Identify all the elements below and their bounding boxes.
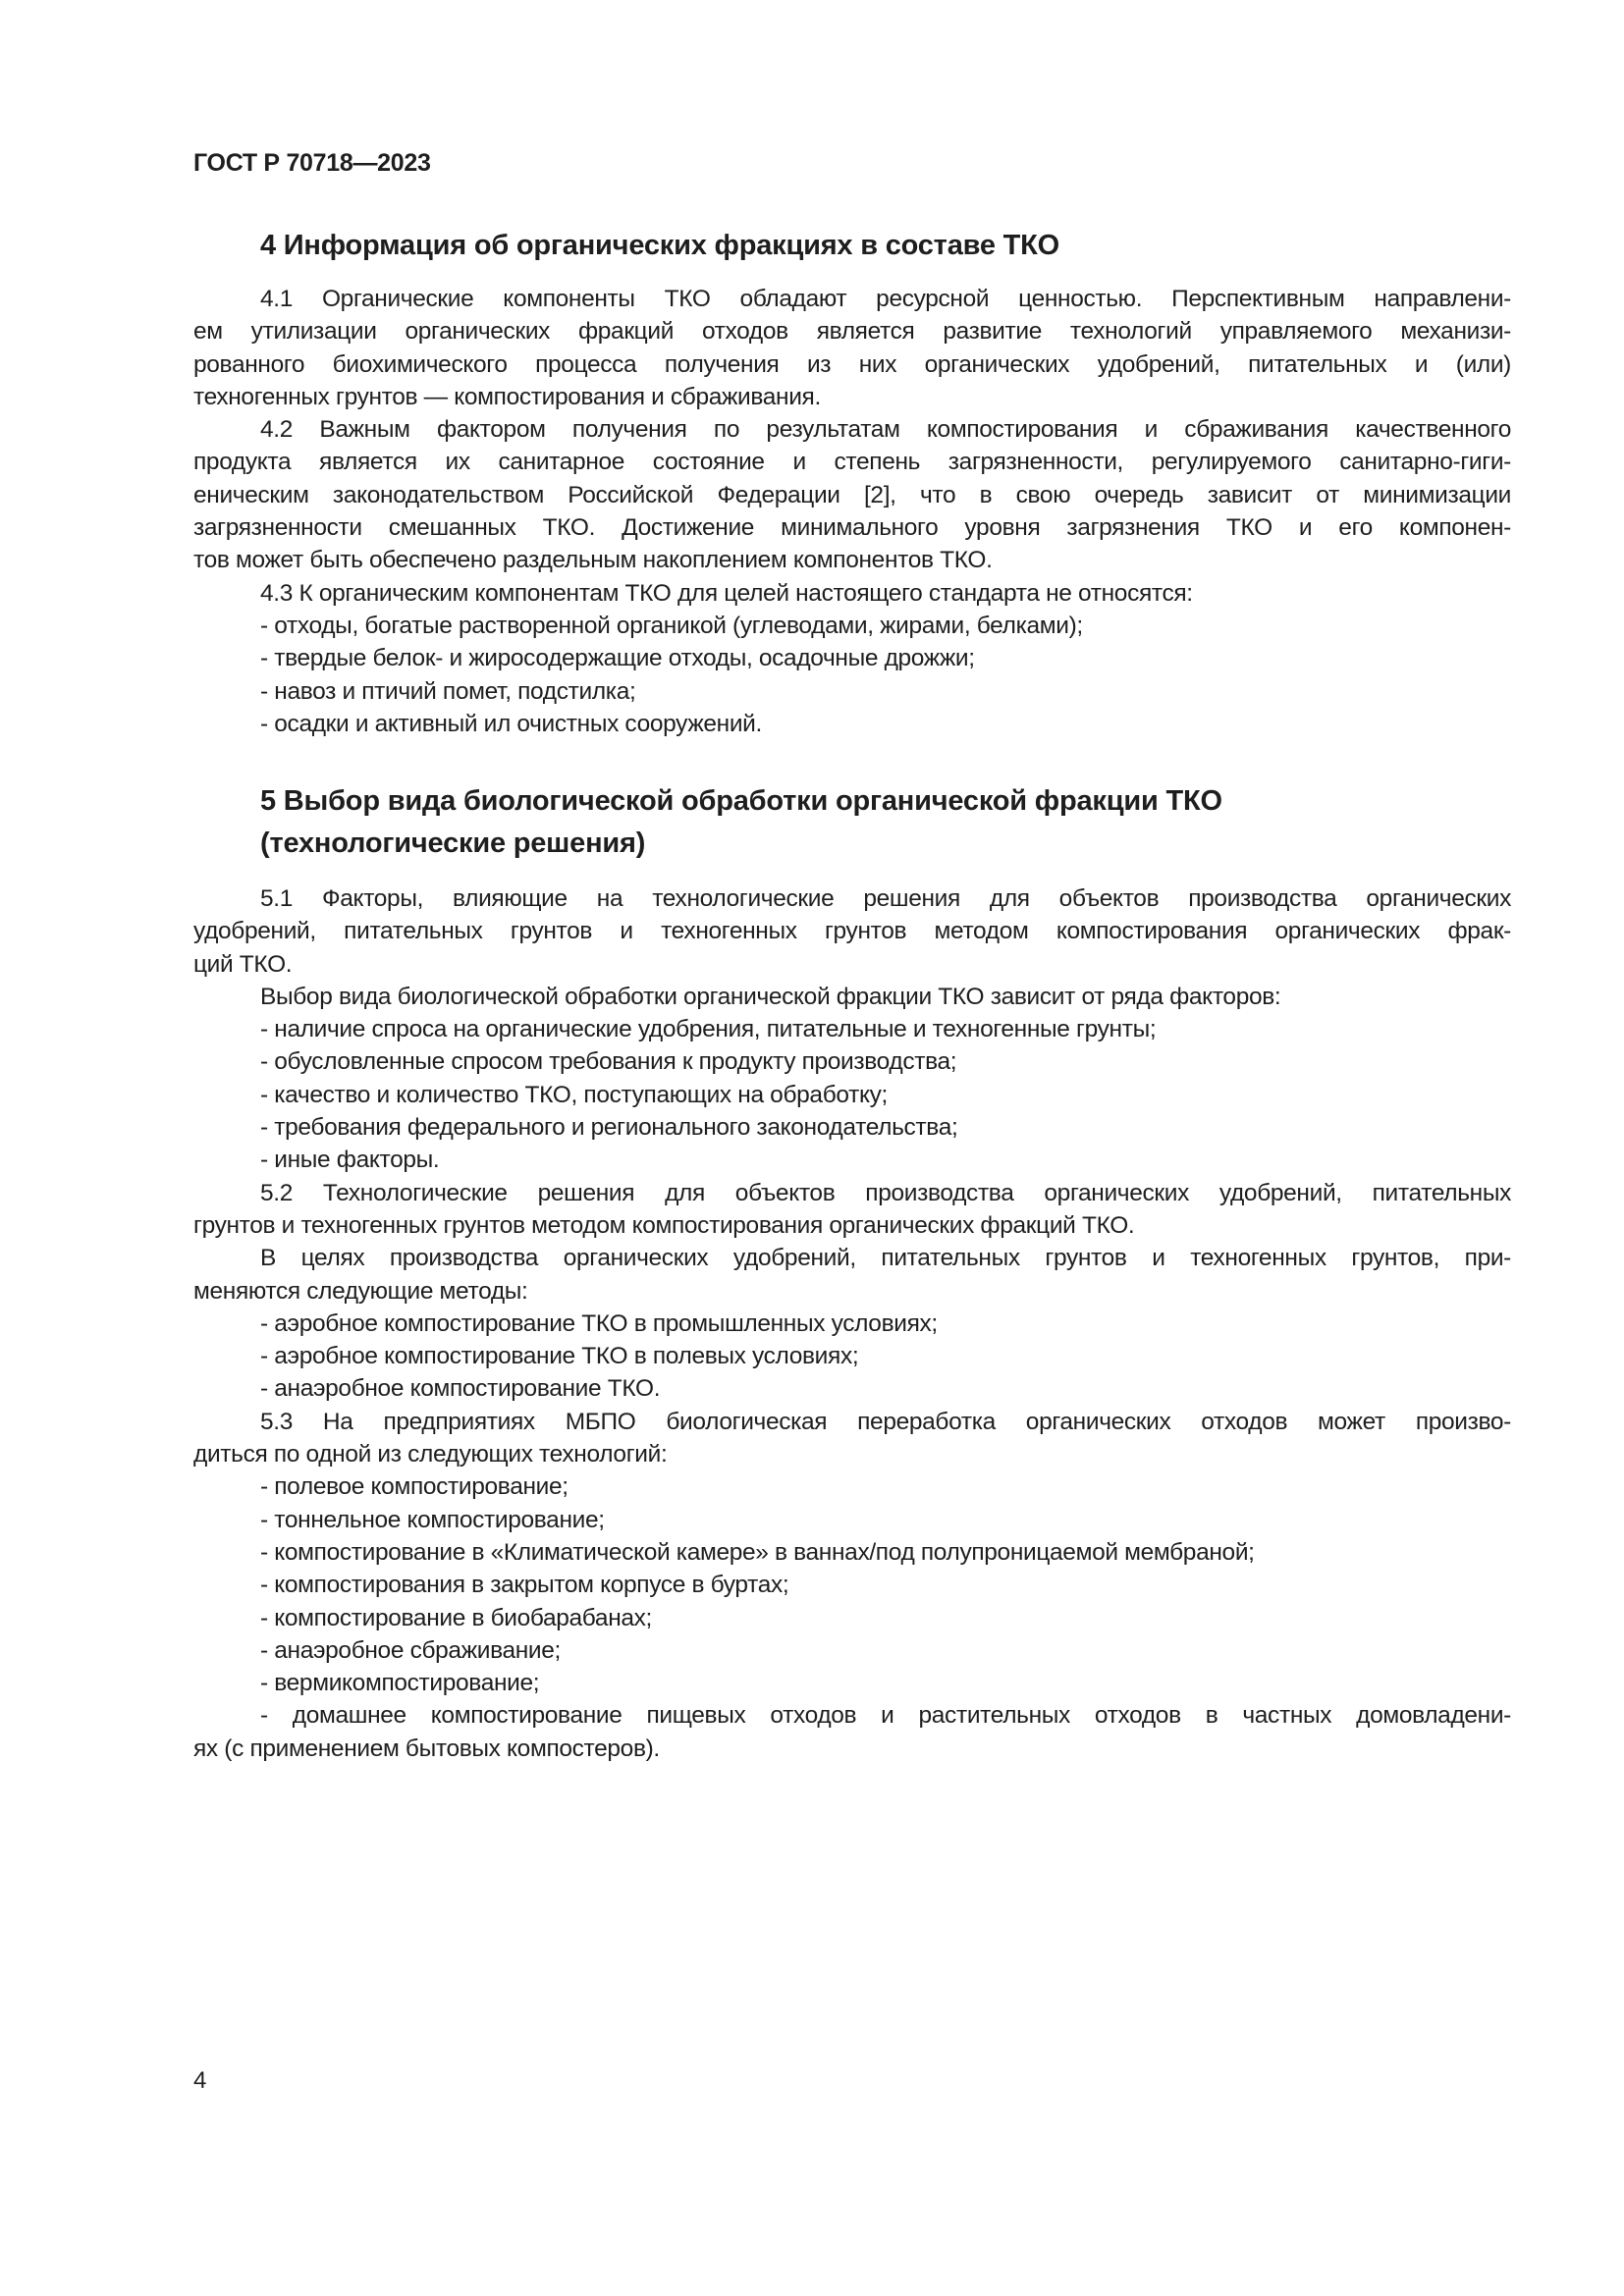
page-number: 4 — [193, 2067, 207, 2094]
text-line: 4.2 Важным фактором получения по результатам компостирования и сбраживания качественного — [260, 416, 1511, 444]
text-line: 5.2 Технологические решения для объектов производства органических удобрений, питательных — [260, 1179, 1511, 1206]
list-item — [193, 1340, 1511, 1372]
section-5-heading — [260, 780, 1537, 865]
text-line: В целях производства органических удобрений, питательных грунтов и техногенных грунтов, при- — [260, 1245, 1511, 1272]
text-line: меняются следующие методы: — [193, 1277, 528, 1305]
text-line: Выбор вида биологической обработки органической фракции ТКО зависит от ряда факторов: — [260, 983, 1281, 1010]
list-item — [193, 1667, 1511, 1699]
paragraph — [193, 577, 1511, 610]
list-item — [193, 1699, 1511, 1765]
text-line: - аэробное компостирование ТКО в промышленных условиях; — [260, 1309, 938, 1337]
text-line: техногенных грунтов — компостирования и сбраживания. — [193, 383, 821, 410]
text-line: - требования федерального и регионального законодательства; — [260, 1114, 958, 1142]
text-line: грунтов и техногенных грунтов методом компостирования органических фракций ТКО. — [193, 1211, 1135, 1239]
text-line: - анаэробное компостирование ТКО. — [260, 1375, 661, 1403]
paragraph — [193, 413, 1511, 576]
text-line: - компостирование в «Климатической камере» в ваннах/под полупроницаемой мембраной; — [260, 1538, 1255, 1566]
text-line: 5.3 На предприятиях МБПО биологическая переработка органических отходов может произво- — [260, 1408, 1511, 1435]
text-line: - аэробное компостирование ТКО в полевых условиях; — [260, 1343, 859, 1370]
text-line: - качество и количество ТКО, поступающих на обработку; — [260, 1081, 888, 1108]
text-line: ем утилизации органических фракций отходов является развитие технологий управляемого механизи- — [193, 318, 1511, 346]
list-item — [193, 1144, 1511, 1176]
text-line: - твердые белок- и жиросодержащие отходы, осадочные дрожжи; — [260, 645, 975, 672]
text-line: еническим законодательством Российской Федерации [2], что в свою очередь зависит от минимизации — [193, 481, 1511, 508]
list-item — [193, 1308, 1511, 1340]
list-item — [193, 1536, 1511, 1569]
list-item — [193, 1569, 1511, 1601]
text-line: - отходы, богатые растворенной органикой (углеводами, жирами, белками); — [260, 612, 1083, 639]
heading-line: 4 Информация об органических фракциях в составе ТКО — [260, 230, 1060, 261]
section-4-body — [193, 283, 1511, 740]
list-item — [193, 642, 1511, 674]
document-header: ГОСТ Р 70718—2023 — [193, 149, 431, 177]
text-line: 5.1 Факторы, влияющие на технологические решения для объектов производства органических — [260, 885, 1511, 912]
text-line: - осадки и активный ил очистных сооружений. — [260, 710, 762, 737]
list-item — [193, 1372, 1511, 1405]
list-item — [193, 1045, 1511, 1078]
text-line: тов может быть обеспечено раздельным накоплением компонентов ТКО. — [193, 547, 993, 574]
text-line: рованного биохимического процесса получения из них органических удобрений, питательных и (или) — [193, 350, 1511, 378]
paragraph — [193, 981, 1511, 1013]
text-line: - обусловленные спросом требования к продукту производства; — [260, 1048, 957, 1076]
text-line: - иные факторы. — [260, 1147, 440, 1174]
text-line: - наличие спроса на органические удобрения, питательные и техногенные грунты; — [260, 1016, 1157, 1043]
text-line: диться по одной из следующих технологий: — [193, 1441, 668, 1468]
list-item — [193, 708, 1511, 740]
text-line: продукта является их санитарное состояние и степень загрязненности, регулируемого санитарно-гиги- — [193, 449, 1511, 476]
heading-line: 5 Выбор вида биологической обработки органической фракции ТКО — [260, 785, 1222, 817]
text-line: - вермикомпостирование; — [260, 1670, 540, 1697]
text-line: 4.3 К органическим компонентам ТКО для целей настоящего стандарта не относятся: — [260, 579, 1193, 607]
list-item — [193, 1504, 1511, 1536]
section-5-body — [193, 882, 1511, 1765]
text-line: - домашнее компостирование пищевых отходов и растительных отходов в частных домовладени- — [260, 1702, 1511, 1730]
text-line: 4.1 Органические компоненты ТКО обладают ресурсной ценностью. Перспективным направлени- — [260, 286, 1511, 312]
heading-line: (технологические решения) — [260, 828, 646, 859]
paragraph — [193, 1406, 1511, 1471]
text-line: ях (с применением бытовых компостеров). — [193, 1735, 660, 1762]
list-item — [193, 1111, 1511, 1144]
list-item — [193, 675, 1511, 708]
text-line: ций ТКО. — [193, 950, 293, 978]
text-line: - компостирования в закрытом корпусе в буртах; — [260, 1572, 789, 1599]
paragraph — [193, 283, 1511, 413]
paragraph — [193, 1177, 1511, 1243]
list-item — [193, 610, 1511, 642]
text-line: загрязненности смешанных ТКО. Достижение минимального уровня загрязнения ТКО и его компонен- — [193, 514, 1511, 542]
section-4-heading — [260, 225, 1537, 267]
list-item — [193, 1602, 1511, 1634]
text-line: - компостирование в биобарабанах; — [260, 1604, 653, 1631]
list-item — [193, 1013, 1511, 1045]
text-line: - навоз и птичий помет, подстилка; — [260, 677, 636, 705]
list-item — [193, 1470, 1511, 1503]
paragraph — [193, 1242, 1511, 1308]
paragraph — [193, 882, 1511, 981]
text-line: - тоннельное компостирование; — [260, 1506, 605, 1533]
text-line: - анаэробное сбраживание; — [260, 1636, 561, 1664]
list-item — [193, 1634, 1511, 1667]
text-line: - полевое компостирование; — [260, 1473, 568, 1501]
text-line: удобрений, питательных грунтов и техногенных грунтов методом компостирования органических фрак- — [193, 918, 1511, 945]
list-item — [193, 1079, 1511, 1111]
